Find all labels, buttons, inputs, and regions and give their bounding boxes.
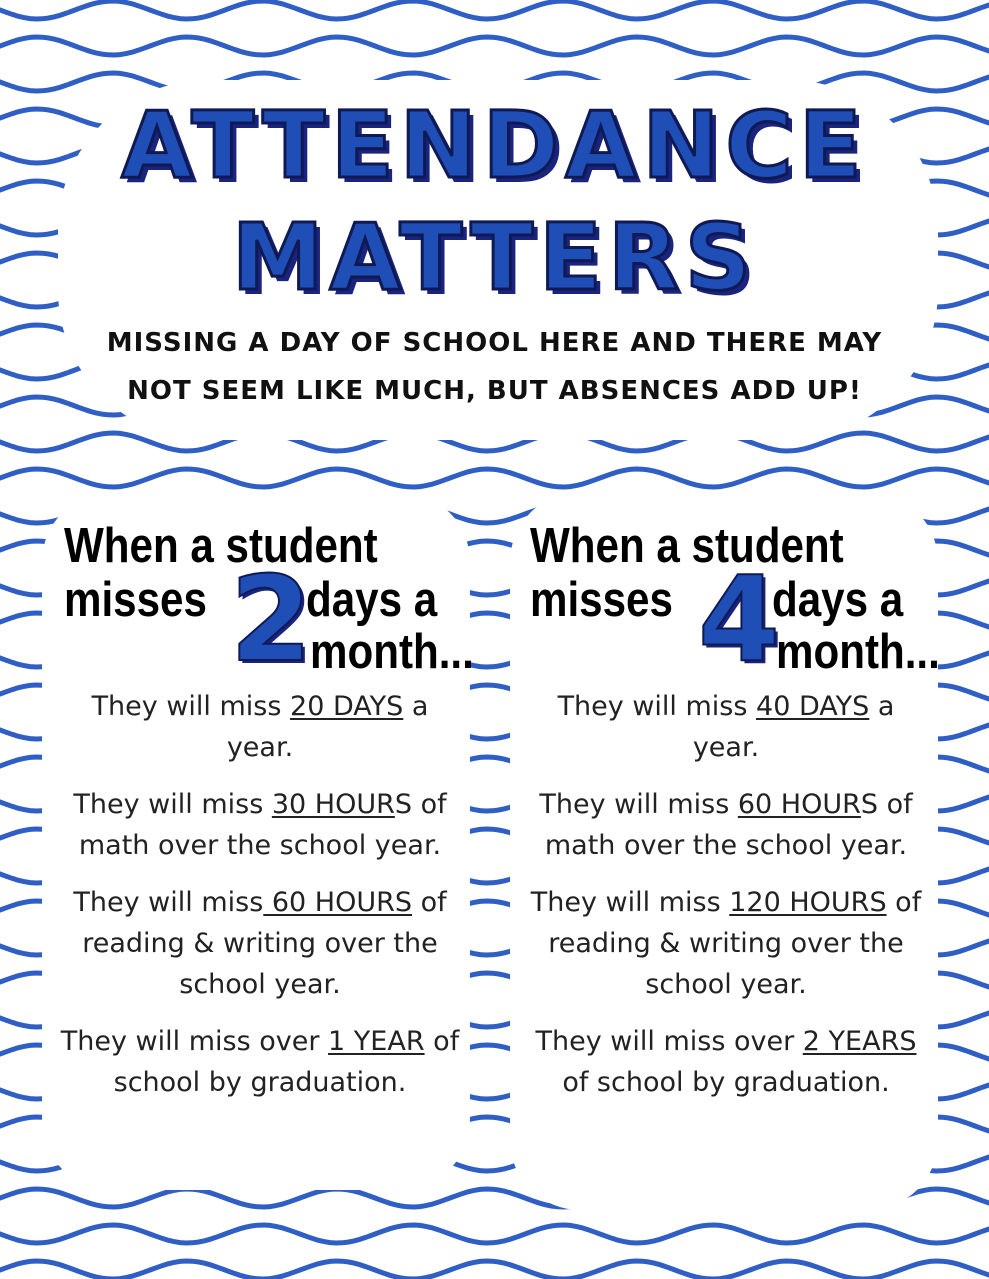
right-heading-line-1: When a student: [530, 519, 844, 573]
right-stat-math: They will miss 60 HOURS of math over the school year.: [539, 789, 913, 861]
left-stat-days: They will miss 20 DAYS a year.: [91, 691, 429, 763]
subtitle-line-1: MISSING A DAY OF SCHOOL HERE AND THERE MAY: [106, 328, 883, 358]
wave-line: [0, 1261, 989, 1279]
wave-line: [0, 469, 989, 487]
left-stat-math: They will miss 30 HOURS of math over the school year.: [73, 789, 447, 861]
left-big-number: 2: [230, 550, 313, 688]
left-heading-days: days a: [306, 573, 438, 627]
right-stat-math-highlight: 60 HOUR: [737, 789, 861, 820]
right-stat-days: They will miss 40 DAYS a year.: [557, 691, 895, 763]
right-stat-graduation-highlight: 2 YEARS: [802, 1026, 917, 1057]
left-stat-days-highlight: 20 DAYS: [290, 691, 404, 722]
right-stat-reading-highlight: 120 HOURS: [729, 887, 887, 918]
left-stats: [60, 686, 460, 1119]
right-stat-days-highlight: 40 DAYS: [756, 691, 870, 722]
left-stat-graduation: They will miss over 1 YEAR of school by graduation.: [60, 1026, 460, 1098]
left-stat-graduation-highlight: 1 YEAR: [328, 1026, 425, 1057]
right-heading-month: month...: [776, 625, 940, 679]
right-stats: [526, 686, 926, 1119]
left-stat-reading: They will miss 60 HOURS of reading & writing over the school year.: [73, 887, 447, 1000]
left-heading-misses: misses: [64, 573, 207, 627]
right-heading-misses: misses: [530, 573, 673, 627]
left-heading-month: month...: [310, 625, 474, 679]
wave-line: [0, 1, 989, 19]
right-stat-graduation: They will miss over 2 YEARS of school by graduation.: [535, 1026, 917, 1098]
right-big-number: 4: [698, 550, 781, 688]
title-attendance: ATTENDANCE: [121, 92, 868, 199]
left-stat-reading-highlight: 60 HOURS: [263, 887, 413, 918]
right-heading-days: days a: [772, 573, 904, 627]
wave-line: [0, 37, 989, 55]
title-matters: MATTERS: [231, 204, 758, 311]
wave-line: [0, 1225, 989, 1243]
subtitle-line-2: NOT SEEM LIKE MUCH, BUT ABSENCES ADD UP!: [127, 376, 862, 406]
left-heading-line-1: When a student: [64, 519, 378, 573]
right-stat-reading: They will miss 120 HOURS of reading & writing over the school year.: [530, 887, 922, 1000]
left-stat-math-highlight: 30 HOUR: [271, 789, 395, 820]
